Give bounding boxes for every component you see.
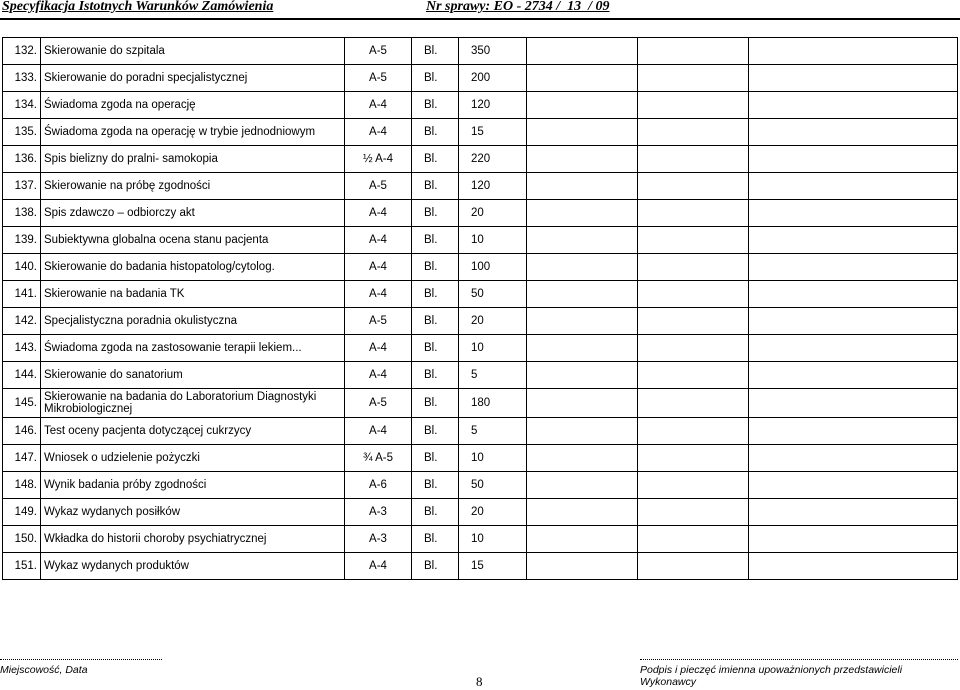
empty-cell: [749, 173, 958, 200]
table-row: [3, 92, 958, 119]
item-name: Spis bielizny do pralni- samokopia: [41, 146, 345, 173]
empty-cell: [638, 146, 749, 173]
empty-cell: [638, 65, 749, 92]
item-unit: Bl.: [412, 418, 459, 445]
item-quantity: 15: [459, 553, 527, 580]
item-number: 142.: [3, 308, 41, 335]
item-name: Test oceny pacjenta dotyczącej cukrzycy: [41, 418, 345, 445]
empty-cell: [527, 362, 638, 389]
empty-cell: [749, 254, 958, 281]
item-name: Skierowanie do sanatorium: [41, 362, 345, 389]
empty-cell: [749, 227, 958, 254]
empty-cell: [749, 92, 958, 119]
item-format: A-4: [345, 119, 412, 146]
empty-cell: [638, 472, 749, 499]
item-format: A-4: [345, 92, 412, 119]
item-unit: Bl.: [412, 146, 459, 173]
empty-cell: [638, 499, 749, 526]
empty-cell: [638, 445, 749, 472]
table-row: [3, 200, 958, 227]
item-unit: Bl.: [412, 445, 459, 472]
empty-cell: [527, 526, 638, 553]
item-unit: Bl.: [412, 499, 459, 526]
empty-cell: [527, 418, 638, 445]
item-number: 133.: [3, 65, 41, 92]
item-quantity: 20: [459, 200, 527, 227]
item-number: 151.: [3, 553, 41, 580]
empty-cell: [749, 362, 958, 389]
table-row: [3, 418, 958, 445]
item-format: A-5: [345, 308, 412, 335]
item-name: Wykaz wydanych produktów: [41, 553, 345, 580]
item-name: Wynik badania próby zgodności: [41, 472, 345, 499]
item-quantity: 20: [459, 308, 527, 335]
item-quantity: 120: [459, 173, 527, 200]
empty-cell: [749, 553, 958, 580]
table-row: [3, 472, 958, 499]
item-quantity: 100: [459, 254, 527, 281]
item-number: 139.: [3, 227, 41, 254]
item-format: A-4: [345, 362, 412, 389]
item-quantity: 350: [459, 38, 527, 65]
empty-cell: [749, 38, 958, 65]
item-name: Skierowanie na próbę zgodności: [41, 173, 345, 200]
item-name: Skierowanie na badania TK: [41, 281, 345, 308]
item-format: A-4: [345, 200, 412, 227]
table-row: [3, 281, 958, 308]
empty-cell: [749, 526, 958, 553]
item-unit: Bl.: [412, 92, 459, 119]
item-unit: Bl.: [412, 119, 459, 146]
item-unit: Bl.: [412, 200, 459, 227]
item-format: A-5: [345, 173, 412, 200]
item-number: 143.: [3, 335, 41, 362]
item-name: Wniosek o udzielenie pożyczki: [41, 445, 345, 472]
item-name: Specjalistyczna poradnia okulistyczna: [41, 308, 345, 335]
item-number: 136.: [3, 146, 41, 173]
item-format: A-4: [345, 553, 412, 580]
table-row: [3, 308, 958, 335]
item-quantity: 10: [459, 445, 527, 472]
item-format: A-3: [345, 499, 412, 526]
item-unit: Bl.: [412, 65, 459, 92]
item-unit: Bl.: [412, 362, 459, 389]
empty-cell: [749, 389, 958, 418]
item-format: A-4: [345, 335, 412, 362]
table-row: [3, 362, 958, 389]
item-unit: Bl.: [412, 173, 459, 200]
item-quantity: 10: [459, 227, 527, 254]
item-unit: Bl.: [412, 335, 459, 362]
empty-cell: [638, 200, 749, 227]
item-format: A-4: [345, 281, 412, 308]
page-number: 8: [476, 674, 483, 689]
empty-cell: [527, 227, 638, 254]
item-name: Świadoma zgoda na operację: [41, 92, 345, 119]
place-date-label: Miejscowość, Data: [0, 664, 88, 676]
empty-cell: [638, 553, 749, 580]
empty-cell: [638, 254, 749, 281]
empty-cell: [638, 418, 749, 445]
empty-cell: [527, 119, 638, 146]
item-name: Wkładka do historii choroby psychiatrycznej: [41, 526, 345, 553]
empty-cell: [749, 499, 958, 526]
item-quantity: 200: [459, 65, 527, 92]
empty-cell: [527, 281, 638, 308]
empty-cell: [527, 499, 638, 526]
empty-cell: [749, 200, 958, 227]
empty-cell: [749, 445, 958, 472]
document-header: [0, 0, 960, 20]
item-name: Skierowanie do poradni specjalistycznej: [41, 65, 345, 92]
table-row: [3, 173, 958, 200]
item-unit: Bl.: [412, 553, 459, 580]
item-unit: Bl.: [412, 389, 459, 418]
item-quantity: 5: [459, 418, 527, 445]
item-number: 134.: [3, 92, 41, 119]
item-quantity: 50: [459, 472, 527, 499]
table-row: [3, 119, 958, 146]
table-row: [3, 445, 958, 472]
empty-cell: [638, 362, 749, 389]
empty-cell: [638, 335, 749, 362]
item-number: 147.: [3, 445, 41, 472]
item-number: 132.: [3, 38, 41, 65]
signature-line: [640, 651, 958, 660]
item-name: Spis zdawczo – odbiorczy akt: [41, 200, 345, 227]
empty-cell: [638, 92, 749, 119]
item-quantity: 180: [459, 389, 527, 418]
item-name: Skierowanie na badania do Laboratorium Diagnostyki Mikrobiologicznej: [41, 389, 345, 418]
empty-cell: [749, 418, 958, 445]
item-format: ½ A-4: [345, 146, 412, 173]
items-table-body: [3, 38, 958, 580]
empty-cell: [527, 92, 638, 119]
empty-cell: [638, 227, 749, 254]
table-row: [3, 227, 958, 254]
document-title: Specyfikacja Istotnych Warunków Zamówienia: [2, 0, 274, 14]
item-name: Świadoma zgoda na zastosowanie terapii lekiem...: [41, 335, 345, 362]
item-name: Skierowanie do badania histopatolog/cytolog.: [41, 254, 345, 281]
item-quantity: 50: [459, 281, 527, 308]
item-format: ¾ A-5: [345, 445, 412, 472]
item-name: Skierowanie do szpitala: [41, 38, 345, 65]
item-format: A-6: [345, 472, 412, 499]
item-number: 144.: [3, 362, 41, 389]
item-name: Świadoma zgoda na operację w trybie jednodniowym: [41, 119, 345, 146]
empty-cell: [749, 308, 958, 335]
item-number: 135.: [3, 119, 41, 146]
empty-cell: [527, 254, 638, 281]
empty-cell: [749, 65, 958, 92]
empty-cell: [527, 472, 638, 499]
item-number: 141.: [3, 281, 41, 308]
empty-cell: [527, 173, 638, 200]
item-quantity: 120: [459, 92, 527, 119]
item-format: A-5: [345, 65, 412, 92]
item-quantity: 10: [459, 526, 527, 553]
item-format: A-4: [345, 254, 412, 281]
item-number: 138.: [3, 200, 41, 227]
table-row: [3, 499, 958, 526]
table-row: [3, 65, 958, 92]
empty-cell: [749, 472, 958, 499]
empty-cell: [527, 308, 638, 335]
item-unit: Bl.: [412, 227, 459, 254]
item-number: 140.: [3, 254, 41, 281]
item-quantity: 5: [459, 362, 527, 389]
item-format: A-3: [345, 526, 412, 553]
empty-cell: [749, 335, 958, 362]
item-quantity: 15: [459, 119, 527, 146]
empty-cell: [638, 308, 749, 335]
item-number: 137.: [3, 173, 41, 200]
empty-cell: [527, 553, 638, 580]
item-unit: Bl.: [412, 526, 459, 553]
table-row: [3, 254, 958, 281]
item-unit: Bl.: [412, 308, 459, 335]
item-format: A-5: [345, 389, 412, 418]
empty-cell: [638, 119, 749, 146]
item-name: Wykaz wydanych posiłków: [41, 499, 345, 526]
items-table: [2, 37, 958, 580]
item-name: Subiektywna globalna ocena stanu pacjenta: [41, 227, 345, 254]
empty-cell: [749, 146, 958, 173]
empty-cell: [527, 38, 638, 65]
empty-cell: [527, 200, 638, 227]
item-unit: Bl.: [412, 38, 459, 65]
empty-cell: [527, 146, 638, 173]
empty-cell: [638, 281, 749, 308]
empty-cell: [638, 526, 749, 553]
item-quantity: 10: [459, 335, 527, 362]
empty-cell: [749, 281, 958, 308]
table-row: [3, 335, 958, 362]
item-unit: Bl.: [412, 281, 459, 308]
item-number: 150.: [3, 526, 41, 553]
empty-cell: [638, 173, 749, 200]
place-date-line: [0, 651, 162, 660]
empty-cell: [638, 389, 749, 418]
item-number: 149.: [3, 499, 41, 526]
empty-cell: [527, 445, 638, 472]
empty-cell: [527, 65, 638, 92]
empty-cell: [749, 119, 958, 146]
case-number: Nr sprawy: EO - 2734 / 13 / 09: [426, 0, 610, 14]
item-number: 148.: [3, 472, 41, 499]
empty-cell: [638, 38, 749, 65]
item-unit: Bl.: [412, 472, 459, 499]
item-format: A-5: [345, 38, 412, 65]
item-format: A-4: [345, 227, 412, 254]
table-row: [3, 146, 958, 173]
empty-cell: [527, 389, 638, 418]
item-quantity: 220: [459, 146, 527, 173]
item-number: 146.: [3, 418, 41, 445]
item-quantity: 20: [459, 499, 527, 526]
table-row: [3, 389, 958, 418]
item-number: 145.: [3, 389, 41, 418]
table-row: [3, 38, 958, 65]
item-format: A-4: [345, 418, 412, 445]
signature-label: Podpis i pieczęć imienna upoważnionych przedstawicieli Wykonawcy: [640, 664, 903, 688]
table-row: [3, 526, 958, 553]
item-unit: Bl.: [412, 254, 459, 281]
empty-cell: [527, 335, 638, 362]
table-row: [3, 553, 958, 580]
